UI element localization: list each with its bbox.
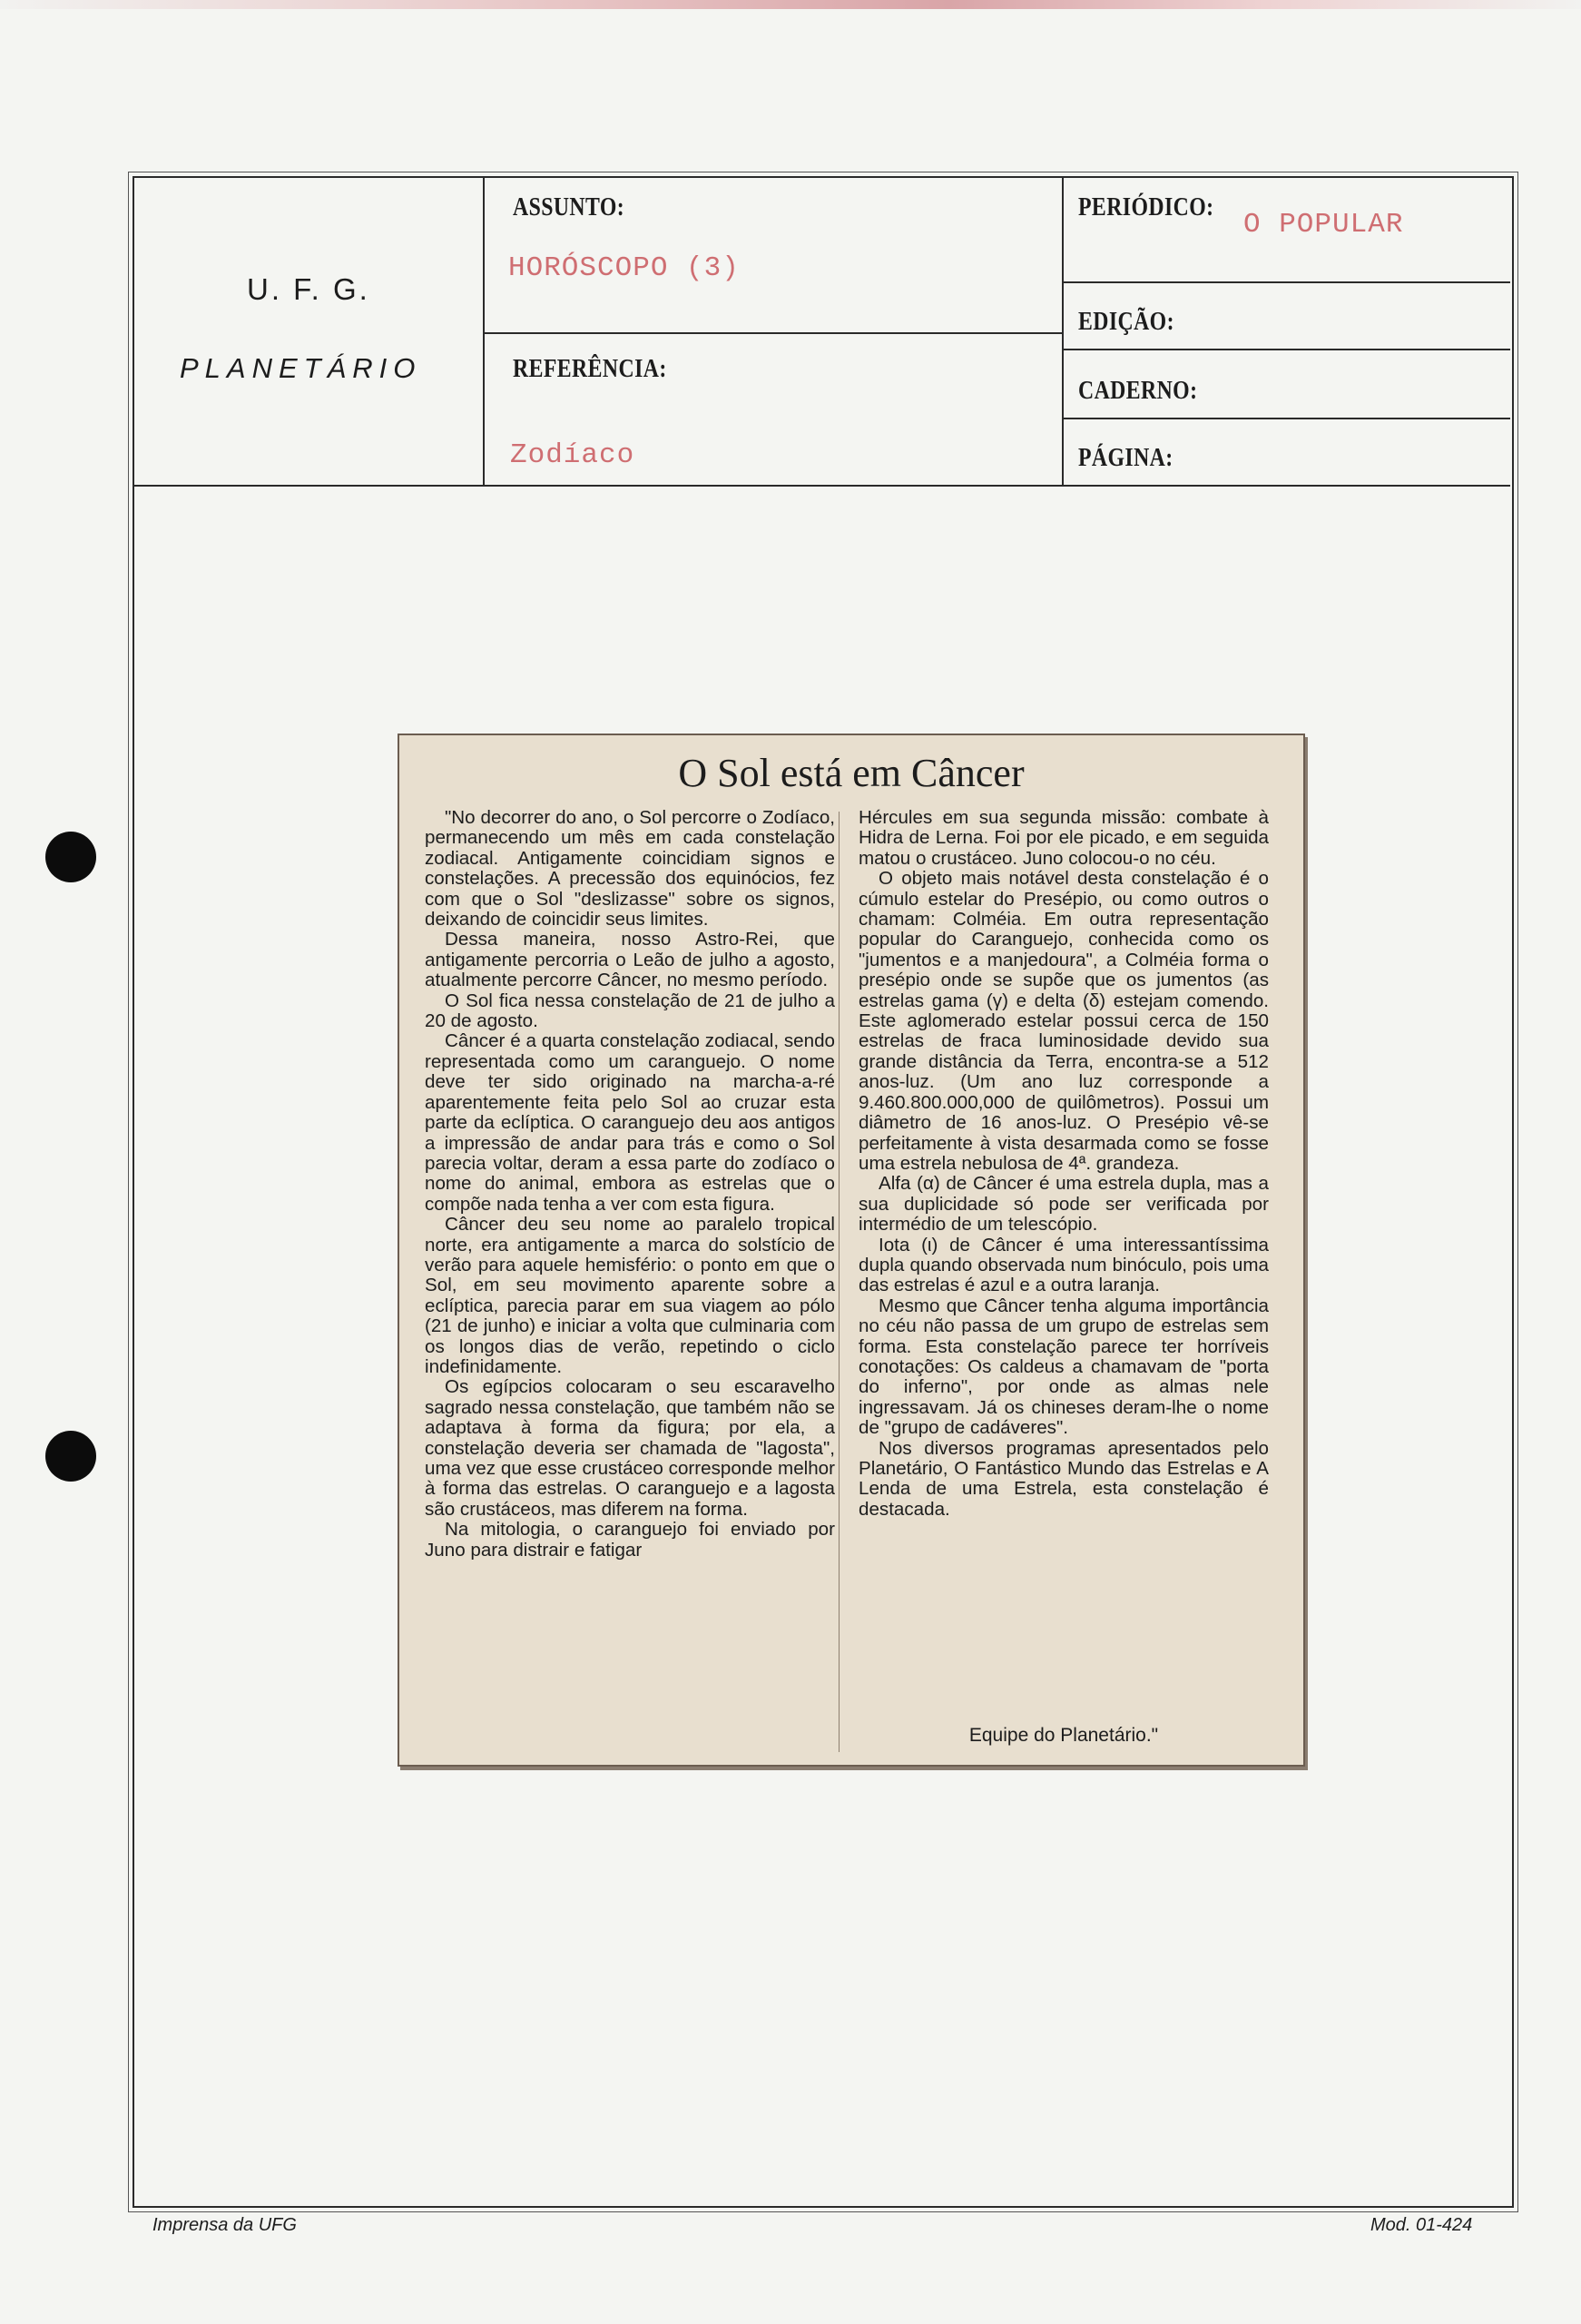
paragraph: O objeto mais notável desta constelação é o cúmulo estelar do Presépio, ou como outros o chamam: Colméia. Em outra representação popular do Caranguejo, conhecida como os "jumentos e a manjedoura", a Colméia forma o presépio onde se supõe que os jumentos (as estrelas gama (γ) e delta (δ) estejam comendo. Este aglomerado estelar possui cerca de 150 estrelas de fraca luminosidade devido sua grande distância da Terra, encontra-se a 512 anos-luz. (Um ano luz corresponde a 9.460.800.000,000 de quilômetros). Possui um diâmetro de 16 anos-luz. O Presépio vê-se perfeitamente à vista desarmada como se fosse uma estrela nebulosa de 4ª. grandeza. bbox=[859, 868, 1269, 1174]
newspaper-clipping bbox=[398, 734, 1305, 1767]
column-divider bbox=[839, 812, 840, 1752]
header-bottom-rule bbox=[134, 485, 1510, 487]
edicao-rule bbox=[1064, 349, 1510, 350]
assunto-rule bbox=[485, 332, 1062, 334]
paragraph: Iota (ι) de Câncer é uma interessantíssima dupla quando observada num binóculo, pois uma das estrelas é azul e a outra laranja. bbox=[859, 1234, 1269, 1296]
assunto-label: ASSUNTO: bbox=[513, 192, 625, 222]
footer-printer: Imprensa da UFG bbox=[152, 2215, 297, 2235]
paragraph: Câncer deu seu nome ao paralelo tropical norte, era antigamente a marca do solstício de verão para aquele hemisfério: o ponto em que o Sol, em seu movimento aparente sobre a eclíptica, parecia parar em sua viagem ao pólo (21 de junho) e iniciar a volta que culminaria com os longos dias de verão, repetindo o ciclo indefinidamente. bbox=[425, 1214, 835, 1377]
department-name: PLANETÁRIO bbox=[180, 352, 422, 384]
referencia-value: Zodíaco bbox=[510, 439, 635, 471]
clipping-column-2 bbox=[859, 808, 1269, 1520]
paragraph: Os egípcios colocaram o seu escaravelho sagrado nessa constelação, que também não se adaptava à forma da figura; por ela, a constelação deveria ser chamada de "lagosta", uma vez que esse crustáceo corresponde melhor à forma das estrelas. O caranguejo e a lagosta são crustáceos, mas diferem na forma. bbox=[425, 1376, 835, 1520]
clipping-title: O Sol está em Câncer bbox=[678, 751, 1025, 795]
periodico-label: PERIÓDICO: bbox=[1078, 192, 1214, 222]
header-divider-right bbox=[1062, 178, 1064, 485]
binder-hole-top bbox=[45, 832, 96, 882]
periodico-rule bbox=[1064, 281, 1510, 283]
referencia-label: REFERÊNCIA: bbox=[513, 354, 667, 383]
paragraph: "No decorrer do ano, o Sol percorre o Zodíaco, permanecendo um mês em cada constelação zodiacal. Antigamente coincidiam signos e constelações. A precessão dos equinócios, fez com que o Sol "deslizasse" sobre os signos, deixando de coincidir seus limites. bbox=[425, 807, 835, 931]
paragraph: Dessa maneira, nosso Astro-Rei, que antigamente percorria o Leão de julho a agosto, atualmente percorre Câncer, no mesmo período. bbox=[425, 929, 835, 991]
paragraph: Mesmo que Câncer tenha alguma importância no céu não passa de um grupo de estrelas sem forma. Esta constelação parece ter horríveis conotações: Os caldeus a chamavam de "porta do inferno", por onde as almas nele ingressavam. Já os chineses deram-lhe o nome de "grupo de cadáveres". bbox=[859, 1295, 1269, 1439]
assunto-value: HORÓSCOPO (3) bbox=[508, 252, 740, 284]
clipping-signature: Equipe do Planetário." bbox=[968, 1725, 1159, 1746]
caderno-rule bbox=[1064, 418, 1510, 419]
clipping-column-1 bbox=[425, 808, 835, 1561]
paragraph: Hércules em sua segunda missão: combate à Hidra de Lerna. Foi por ele picado, e em seguida matou o crustáceo. Juno colocou-o no céu. bbox=[859, 807, 1269, 869]
binder-hole-bottom bbox=[45, 1431, 96, 1482]
header-divider-left bbox=[483, 178, 485, 485]
footer-model: Mod. 01-424 bbox=[1370, 2215, 1473, 2235]
periodico-value: O POPULAR bbox=[1243, 209, 1404, 241]
paragraph: Nos diversos programas apresentados pelo Planetário, O Fantástico Mundo das Estrelas e A Lenda de uma Estrela, esta constelação é destacada. bbox=[859, 1437, 1269, 1520]
paragraph: Alfa (α) de Câncer é uma estrela dupla, mas a sua duplicidade só pode ser verificada por intermédio de um telescópio. bbox=[859, 1173, 1269, 1236]
edicao-label: EDIÇÃO: bbox=[1078, 307, 1174, 336]
pagina-label: PÁGINA: bbox=[1078, 443, 1173, 472]
paragraph: Na mitologia, o caranguejo foi enviado por Juno para distrair e fatigar bbox=[425, 1519, 835, 1561]
institution-name: U. F. G. bbox=[247, 272, 370, 306]
top-edge-stripe bbox=[0, 0, 1581, 9]
paragraph: Câncer é a quarta constelação zodiacal, sendo representada como um caranguejo. O nome deve ter sido originado na marcha-a-ré aparentemente feita pelo Sol ao cruzar esta parte da eclíptica. O caranguejo deu aos antigos a impressão de andar para trás e como o Sol parecia voltar, deram a essa parte do zodíaco o nome do animal, embora as estrelas que o compõe nada tenha a ver com esta figura. bbox=[425, 1030, 835, 1215]
caderno-label: CADERNO: bbox=[1078, 376, 1198, 405]
paragraph: O Sol fica nessa constelação de 21 de julho a 20 de agosto. bbox=[425, 990, 835, 1032]
